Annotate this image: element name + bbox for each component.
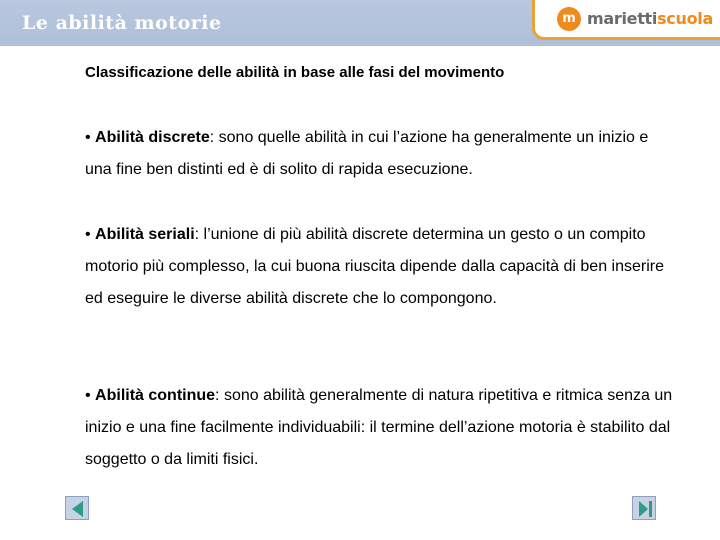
logo-text-part1: marietti xyxy=(587,9,658,28)
paragraph-text: : l’unione di più abilità discrete determina un gesto o un compito motorio più complesso, la cui buona riuscita dipende dalla capacità di ben inserire ed eseguire le diverse abilità discrete che lo compongono. xyxy=(85,226,664,307)
header-bar xyxy=(0,0,720,46)
last-slide-icon xyxy=(633,497,657,521)
bullet: • xyxy=(85,226,96,243)
last-slide-button[interactable] xyxy=(632,496,656,520)
logo-text xyxy=(587,9,713,28)
slide-content xyxy=(85,62,675,468)
section-heading: Classificazione delle abilità in base alle fasi del movimento xyxy=(85,64,505,81)
term-serial: Abilità seriali xyxy=(95,226,195,243)
paragraph-text: : sono abilità generalmente di natura ripetitiva e ritmica senza un inizio e una fine facilmente individuabili: il termine dell’azione motoria è stabilito dal soggetto o da limiti fisici. xyxy=(85,387,673,468)
previous-button[interactable] xyxy=(65,496,89,520)
term-discrete: Abilità discrete xyxy=(95,129,210,146)
paragraph-discrete xyxy=(85,122,675,186)
logo-mark-icon: m xyxy=(557,7,581,31)
publisher-logo xyxy=(532,0,720,40)
paragraph-text: : sono quelle abilità in cui l’azione ha generalmente un inizio e una fine ben distinti ed è di solito di rapida esecuzione. xyxy=(85,129,649,178)
paragraph-continuous xyxy=(85,380,675,476)
previous-arrow-icon xyxy=(66,497,90,521)
logo-text-part2: scuola xyxy=(657,9,713,28)
bullet: • xyxy=(85,387,96,404)
bullet: • xyxy=(85,129,96,146)
page-title: Le abilità motorie xyxy=(22,12,222,34)
paragraph-serial xyxy=(85,219,675,315)
term-continuous: Abilità continue xyxy=(95,387,216,404)
